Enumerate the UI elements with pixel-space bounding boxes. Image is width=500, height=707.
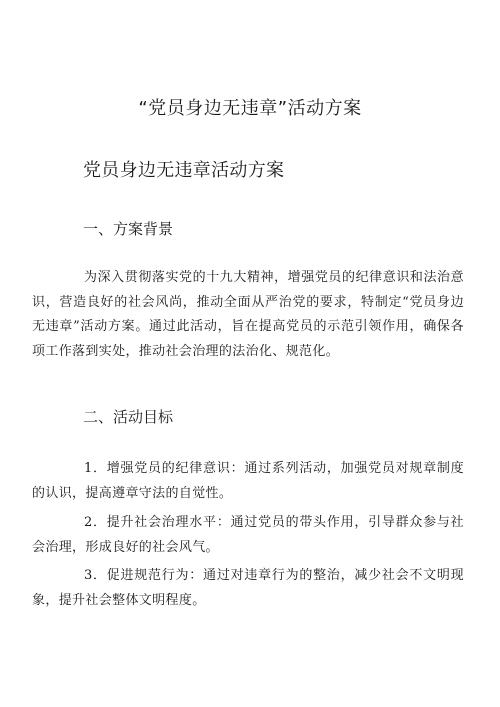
document-subtitle: 党员身边无违章活动方案 bbox=[83, 160, 285, 181]
section-heading-goals: 二、活动目标 bbox=[83, 408, 174, 426]
goal-item: 3．促进规范行为：通过对违章行为的整治，减少社会不文明现象，提升社会整体文明程度。 bbox=[32, 568, 464, 608]
goal-item: 1．增强党员的纪律意识：通过系列活动，加强党员对规章制度的认识，提高遵章守法的自觉性。 bbox=[32, 461, 464, 501]
section-heading-background: 一、方案背景 bbox=[83, 220, 174, 238]
document-title: “党员身边无违章”活动方案 bbox=[138, 98, 362, 119]
goal-item: 2．提升社会治理水平：通过党员的带头作用，引导群众参与社会治理，形成良好的社会风气。 bbox=[32, 515, 464, 555]
background-paragraph: 为深入贯彻落实党的十九大精神，增强党员的纪律意识和法治意识，营造良好的社会风尚，推动全面从严治党的要求，特制定“党员身边无违章”活动方案。通过此活动，旨在提高党员的示范引领作用，确保各项工作落到实处，推动社会治理的法治化、规范化。 bbox=[32, 270, 464, 359]
